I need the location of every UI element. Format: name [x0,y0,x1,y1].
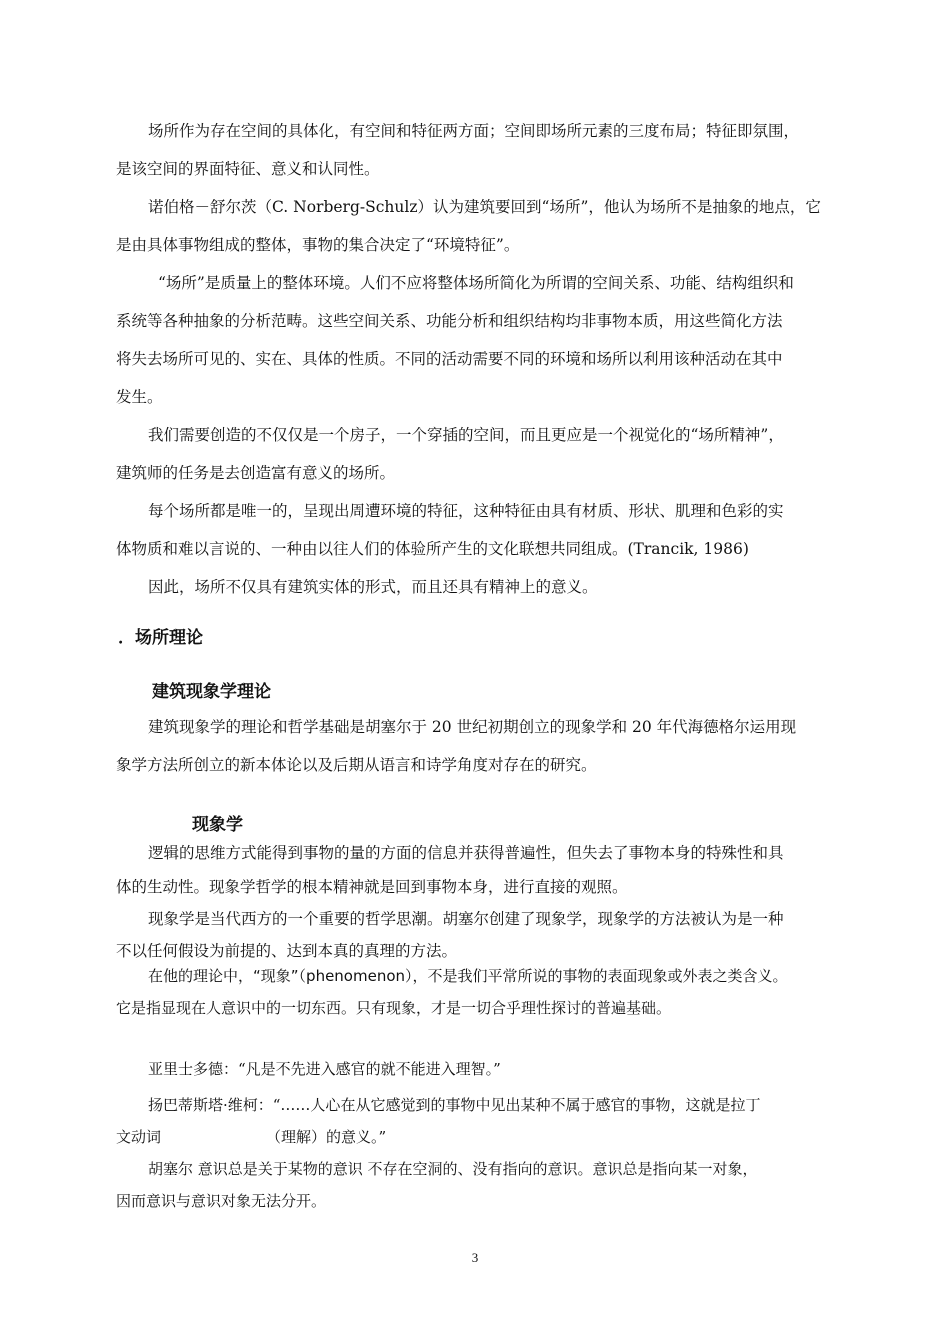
quote-line: 胡塞尔 意识总是关于某物的意识 不存在空洞的、没有指向的意识。意识总是指向某一对象， [148,1160,758,1178]
page-number: 3 [471,1250,479,1265]
paragraph-line: 发生。 [116,388,163,406]
paragraph-line: 诺伯格－舒尔茨（C. Norberg-Schulz）认为建筑要回到“场所”，他认为场所不是抽象的地点，它 [148,198,821,216]
paragraph-line: 它是指显现在人意识中的一切东西。只有现象，才是一切合乎理性探讨的普遍基础。 [116,999,672,1017]
paragraph-line: 是由具体事物组成的整体，事物的集合决定了“环境特征”。 [116,236,520,254]
quote-line: 文动词 [116,1128,162,1146]
subsection-heading: 建筑现象学理论 [152,682,271,702]
section-heading: ．场所理论 [118,628,203,648]
paragraph-line: 体的生动性。现象学哲学的根本精神就是回到事物本身，进行直接的观照。 [116,878,628,896]
paragraph-line: 体物质和难以言说的、一种由以往人们的体验所产生的文化联想共同组成。(Trancik, 1986) [116,540,749,558]
paragraph-line: 象学方法所创立的新本体论以及后期从语言和诗学角度对存在的研究。 [116,756,597,774]
paragraph-line: 建筑师的任务是去创造富有意义的场所。 [116,464,396,482]
paragraph-line: 因此，场所不仅具有建筑实体的形式，而且还具有精神上的意义。 [148,578,598,596]
paragraph-line: 系统等各种抽象的分析范畴。这些空间关系、功能分析和组织结构均非事物本质，用这些简化方法 [116,312,783,330]
paragraph-line: 建筑现象学的理论和哲学基础是胡塞尔于 20 世纪初期创立的现象学和 20 年代海德格尔运用现 [148,718,797,736]
quote-line: 亚里士多德：“凡是不先进入感官的就不能进入理智。” [148,1060,501,1078]
paragraph-line: 每个场所都是唯一的，呈现出周遭环境的特征，这种特征由具有材质、形状、肌理和色彩的实 [148,502,784,520]
paragraph-line: 逻辑的思维方式能得到事物的量的方面的信息并获得普遍性，但失去了事物本身的特殊性和具 [148,844,784,862]
quote-line: （理解）的意义。” [266,1128,387,1146]
paragraph-line: 现象学是当代西方的一个重要的哲学思潮。胡塞尔创建了现象学，现象学的方法被认为是一种 [148,910,784,928]
paragraph-line: 将失去场所可见的、实在、具体的性质。不同的活动需要不同的环境和场所以利用该种活动在其中 [116,350,783,368]
paragraph-line: 是该空间的界面特征、意义和认同性。 [116,160,380,178]
quote-line: 扬巴蒂斯塔·维柯：“……人心在从它感觉到的事物中见出某种不属于感官的事物，这就是拉丁 [148,1096,761,1114]
paragraph-line: 不以任何假设为前提的、达到本真的真理的方法。 [116,942,458,960]
paragraph-line: 我们需要创造的不仅仅是一个房子，一个穿插的空间，而且更应是一个视觉化的“场所精神”， [148,426,784,444]
paragraph-line: “场所”是质量上的整体环境。人们不应将整体场所简化为所谓的空间关系、功能、结构组织和 [158,274,794,292]
paragraph-line: 场所作为存在空间的具体化，有空间和特征两方面；空间即场所元素的三度布局；特征即氛围， [148,122,800,140]
subsubsection-heading: 现象学 [192,815,243,835]
quote-line: 因而意识与意识对象无法分开。 [116,1192,327,1210]
paragraph-line: 在他的理论中，“现象”（phenomenon），不是我们平常所说的事物的表面现象或外表之类含义。 [148,967,788,985]
